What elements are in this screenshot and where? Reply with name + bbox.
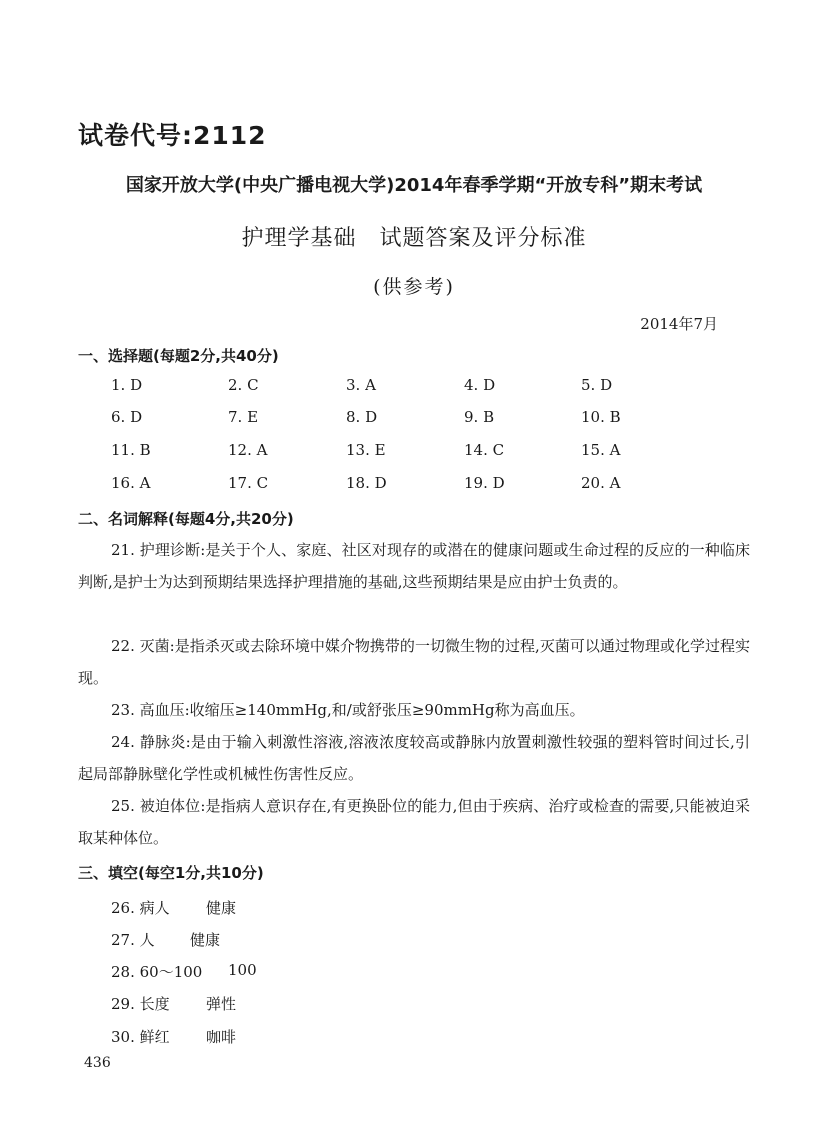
- fill-item-27-answer: 健康: [190, 931, 221, 949]
- choice-answer: 17. C: [228, 474, 269, 492]
- exam-title: 国家开放大学(中央广播电视大学)2014年春季学期“开放专科”期末考试: [125, 175, 703, 196]
- fill-item-30-number: 30. 鲜红: [111, 1028, 170, 1046]
- term-answer-24: 24. 静脉炎:是由于输入刺激性溶液,溶液浓度较高或静脉内放置刺激性较强的塑料管时间过长,引起局部静脉壁化学性或机械性伤害性反应。: [78, 733, 750, 783]
- section-heading-choice: 一、选择题(每题2分,共40分): [78, 347, 279, 365]
- fill-item-28-answer: 100: [228, 961, 257, 979]
- choice-answer: 11. B: [111, 441, 151, 459]
- fill-item-30-answer: 咖啡: [206, 1028, 237, 1046]
- paper-code: 试卷代号:2112: [78, 121, 267, 150]
- term-answer-21: 21. 护理诊断:是关于个人、家庭、社区对现存的或潜在的健康问题或生命过程的反应的一种临床判断,是护士为达到预期结果选择护理措施的基础,这些预期结果是应由护士负责的。: [78, 541, 750, 591]
- choice-answer: 10. B: [581, 408, 621, 426]
- choice-answer: 13. E: [346, 441, 386, 459]
- reference-note: (供参考): [373, 276, 455, 298]
- term-answer-23: 23. 高血压:收缩压≥140mmHg,和/或舒张压≥90mmHg称为高血压。: [111, 701, 585, 719]
- exam-date: 2014年7月: [640, 315, 718, 333]
- fill-item-28-number: 28. 60～100: [111, 963, 203, 981]
- term-answer-25: 25. 被迫体位:是指病人意识存在,有更换卧位的能力,但由于疾病、治疗或检查的需要,只能被迫采取某种体位。: [78, 797, 750, 847]
- choice-answer: 18. D: [346, 474, 387, 492]
- choice-answer: 12. A: [228, 441, 268, 459]
- fill-item-27-number: 27. 人: [111, 931, 155, 949]
- choice-answer: 8. D: [346, 408, 378, 426]
- choice-answer: 16. A: [111, 474, 151, 492]
- page-number: 436: [84, 1055, 111, 1071]
- term-answer-22: 22. 灭菌:是指杀灭或去除环境中媒介物携带的一切微生物的过程,灭菌可以通过物理或化学过程实现。: [78, 637, 750, 687]
- choice-answer: 1. D: [111, 376, 143, 394]
- fill-item-29-number: 29. 长度: [111, 995, 170, 1013]
- choice-answer: 14. C: [464, 441, 505, 459]
- choice-answer: 7. E: [228, 408, 259, 426]
- section-heading-fill: 三、填空(每空1分,共10分): [78, 864, 264, 882]
- choice-answer: 2. C: [228, 376, 259, 394]
- choice-answer: 15. A: [581, 441, 621, 459]
- choice-answer: 6. D: [111, 408, 143, 426]
- fill-item-29-answer: 弹性: [206, 995, 237, 1013]
- fill-item-26-number: 26. 病人: [111, 899, 170, 917]
- choice-answer: 9. B: [464, 408, 495, 426]
- choice-answer: 5. D: [581, 376, 613, 394]
- choice-answer: 3. A: [346, 376, 376, 394]
- choice-answer: 19. D: [464, 474, 505, 492]
- section-heading-terms: 二、名词解释(每题4分,共20分): [78, 510, 294, 528]
- choice-answer: 20. A: [581, 474, 621, 492]
- subject-title: 护理学基础 试题答案及评分标准: [241, 226, 587, 251]
- choice-answer: 4. D: [464, 376, 496, 394]
- fill-item-26-answer: 健康: [206, 899, 237, 917]
